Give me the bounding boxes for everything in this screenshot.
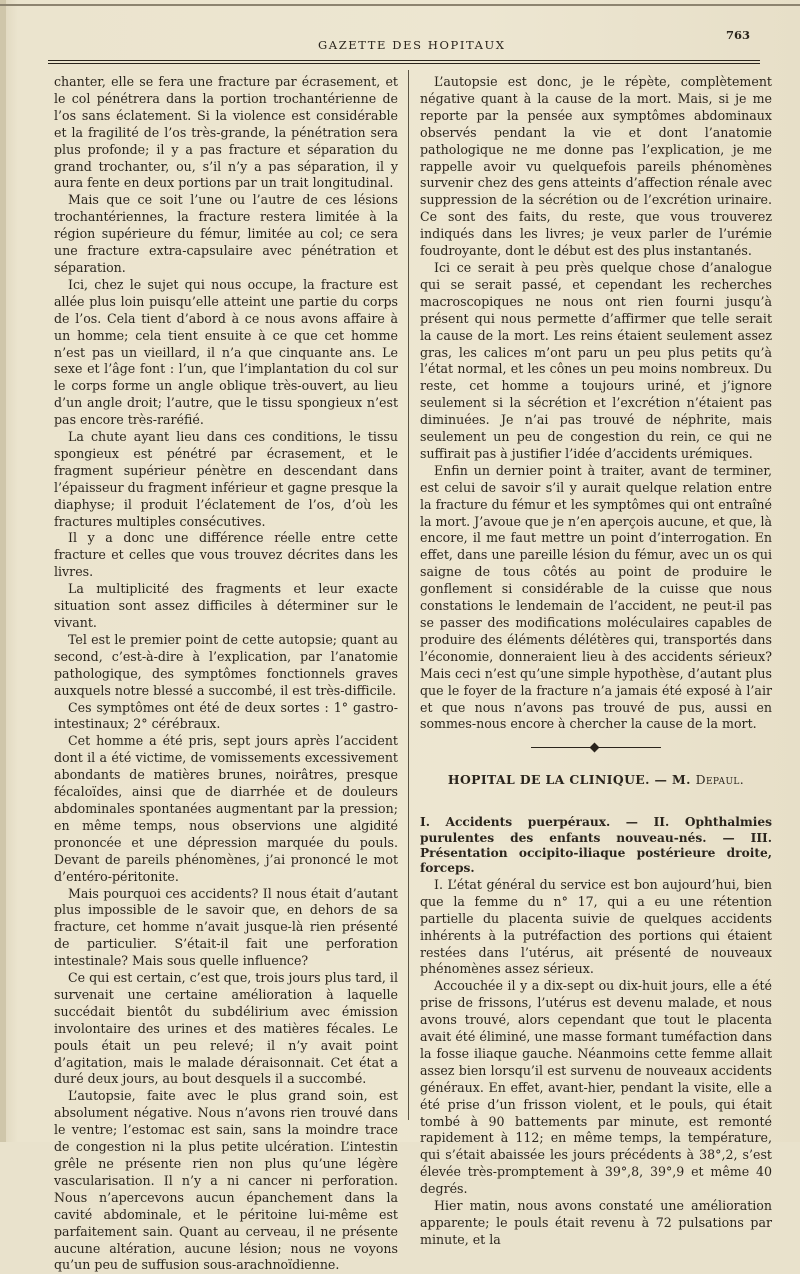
section-heading [420, 772, 772, 789]
section-separator [531, 747, 661, 748]
paragraph: Hier matin, nous avons constaté une amélioration apparente; le pouls était revenu à 72 pulsations par minute, et la [420, 1198, 772, 1247]
page-number: 763 [726, 28, 751, 42]
paragraph: Mais que ce soit l’une ou l’autre de ces lésions trochantériennes, la fracture restera limitée à la région supérieure du fémur, limitée au col; ce sera une fracture extra-capsulaire avec pénétration et séparation. [54, 192, 398, 275]
page-edge [0, 0, 6, 1142]
paragraph: Ce qui est certain, c’est que, trois jours plus tard, il survenait une certaine amélioration à laquelle succédait bientôt du subdélirium avec émission involontaire des urines et des matières fécales. Le pouls était un peu relevé; il n’y avait point d’agitation, mais le malade déraisonnait. Cet état a duré deux jours, au bout desquels il a succombé. [54, 970, 398, 1087]
page-header [0, 28, 800, 58]
lecture-topics: I. Accidents puerpéraux. — II. Ophthalmies purulentes des enfants nouveau-nés. — III. Présentation occipito-iliaque postérieure droite, forceps. [420, 815, 772, 876]
right-column [420, 74, 772, 1249]
section-author: Depaul. [695, 772, 745, 788]
paragraph: chanter, elle se fera une fracture par écrasement, et le col pénétrera dans la portion trochantérienne de l’os sans éclatement. Si la violence est considérable et la fragilité de l’os très-grande, la pénétration sera plus profonde; il y a pas fracture et séparation du grand trochanter, ou, s’il n’y a pas séparation, il y aura fente en deux portions par un trait longitudinal. [54, 74, 398, 191]
paragraph: Cet homme a été pris, sept jours après l’accident dont il a été victime, de vomissements excessivement abondants de matières brunes, noirâtres, presque fécaloïdes, ainsi que de diarrhée et de douleurs abdominales spontanées augmentant par la pression; en même temps, nous observions une algidité prononcée et une dépression marquée du pouls. Devant de pareils phénomènes, j’ai prononcé le mot d’entéro-péritonite. [54, 733, 398, 884]
paragraph: Accouchée il y a dix-sept ou dix-huit jours, elle a été prise de frissons, l’utérus est devenu malade, et nous avons trouvé, alors cependant que tout le placenta avait été éliminé, une masse formant tuméfaction dans la fosse iliaque gauche. Néanmoins cette femme allait assez bien lorsqu’il est survenu de nouveaux accidents généraux. En effet, avant-hier, pendant la visite, elle a été prise d’un frisson violent, et le pouls, qui était tombé à 90 battements par minute, est remonté rapidement à 112; en même temps, la température, qui s’était abaissée les jours précédents à 38°,2, s’est élevée très-promptement à 39°,8, 39°,9 et même 40 degrés. [420, 978, 772, 1197]
paragraph: Ici, chez le sujet qui nous occupe, la fracture est allée plus loin puisqu’elle atteint une partie du corps de l’os. Cela tient d’abord à ce nous avons affaire à un homme; cela tient ensuite à ce que cet homme n’est pas un vieillard, il n’a que cinquante ans. Le sexe et l’âge font : l’un, que l’implantation du col sur le corps forme un angle oblique très-ouvert, au lieu d’un angle droit; l’autre, que le tissu spongieux n’est pas encore très-raréfié. [54, 276, 398, 428]
column-divider [408, 70, 409, 1120]
running-title: GAZETTE DES HOPITAUX [318, 38, 506, 52]
paragraph: L’autopsie est donc, je le répète, complètement négative quant à la cause de la mort. Mais, si je me reporte par la pensée aux symptômes abdominaux observés pendant la vie et dont l’anatomie pathologique ne me donne pas l’explication, je me rappelle avoir vu quelquefois pareils phénomènes survenir chez des gens atteints d’affection rénale avec suppression de la sécrétion ou de l’excrétion urinaire. Ce sont des faits, du reste, que vous trouverez indiqués dans les livres; je veux parler de l’urémie foudroyante, dont le début est des plus instantanés. [420, 74, 772, 259]
paragraph: La chute ayant lieu dans ces conditions, le tissu spongieux est pénétré par écrasement, et le fragment supérieur pénètre en descendant dans l’épaisseur du fragment inférieur et gagne presque la diaphyse; il produit l’éclatement de l’os, d’où les fractures multiples consécutives. [54, 429, 398, 529]
paragraph: Ces symptômes ont été de deux sortes : 1° gastro-intestinaux; 2° cérébraux. [54, 699, 398, 732]
paragraph: I. L’état général du service est bon aujourd’hui, bien que la femme du n° 17, qui a eu une rétention partielle du placenta suivie de quelques accidents inhérents à la putréfaction des portions qui étaient restées dans l’utérus, ait présenté de nouveaux phénomènes assez sérieux. [420, 876, 772, 977]
header-rule-double [48, 63, 760, 64]
left-column [54, 74, 398, 1274]
paragraph: Enfin un dernier point à traiter, avant de terminer, est celui de savoir s’il y aurait quelque relation entre la fracture du fémur et les symptômes qui ont entraîné la mort. J’avoue que je n’en aperçois aucune, et que, là encore, il me faut mettre un point d’interrogation. En effet, dans une pareille lésion du fémur, avec un os qui saigne de tous côtés au point de produire le gonflement si considérable de la cuisse que nous constations le lendemain de l’accident, ne peut-il pas se passer des modifications moléculaires capables de produire des éléments délétères qui, transportés dans l’économie, donneraient lieu à des accidents sérieux? Mais ceci n’est qu’une simple hypothèse, d’autant plus que le foyer de la fracture n’a jamais été exposé à l’air et que nous n’avons pas trouvé de pus, aussi en sommes-nous encore à chercher la cause de la mort. [420, 462, 772, 732]
paragraph: Mais pourquoi ces accidents? Il nous était d’autant plus impossible de le savoir que, en dehors de sa fracture, cet homme n’avait jusque-là rien présenté de particulier. S’était-il fait une perforation intestinale? Mais sous quelle influence? [54, 885, 398, 969]
header-rule [48, 60, 760, 61]
section-title: HOPITAL DE LA CLINIQUE. — M. [447, 772, 691, 788]
paragraph: Il y a donc une différence réelle entre cette fracture et celles que vous trouvez décrites dans les livres. [54, 530, 398, 580]
paragraph: Tel est le premier point de cette autopsie; quant au second, c’est-à-dire à l’explication, par l’anatomie pathologique, des symptômes fonctionnels graves auxquels notre blessé a succombé, il est très-difficile. [54, 631, 398, 698]
paragraph: La multiplicité des fragments et leur exacte situation sont assez difficiles à déterminer sur le vivant. [54, 581, 398, 630]
paragraph: Ici ce serait à peu près quelque chose d’analogue qui se serait passé, et cependant les recherches macroscopiques ne nous ont rien fourni jusqu’à présent qui nous permette d’affirmer que telle serait la cause de la mort. Les reins étaient seulement assez gras, les calices m’ont paru un peu plus petits qu’à l’état normal, et les cônes un peu moins nombreux. Du reste, cet homme a toujours uriné, et j’ignore seulement si la sécrétion et l’excrétion n’étaient pas diminuées. Je n’ai pas trouvé de néphrite, mais seulement un peu de congestion du rein, ce qui ne suffirait pas à justifier l’idée d’accidents urémiques. [420, 259, 772, 461]
top-rule [0, 4, 800, 6]
paragraph: L’autopsie, faite avec le plus grand soin, est absolument négative. Nous n’avons rien trouvé dans le ventre; l’estomac est sain, sans la moindre trace de congestion ni la plus petite ulcération. L’intestin grêle ne présente rien non plus qu’une légère vascularisation. Il n’y a ni cancer ni perforation. Nous n’apercevons aucun épanchement dans la cavité abdominale, et le péritoine lui-même est parfaitement sain. Quant au cerveau, il ne présente aucune altération, aucune lésion; nous ne voyons qu’un peu de suffusion sous-arachnoïdienne. [54, 1088, 398, 1273]
